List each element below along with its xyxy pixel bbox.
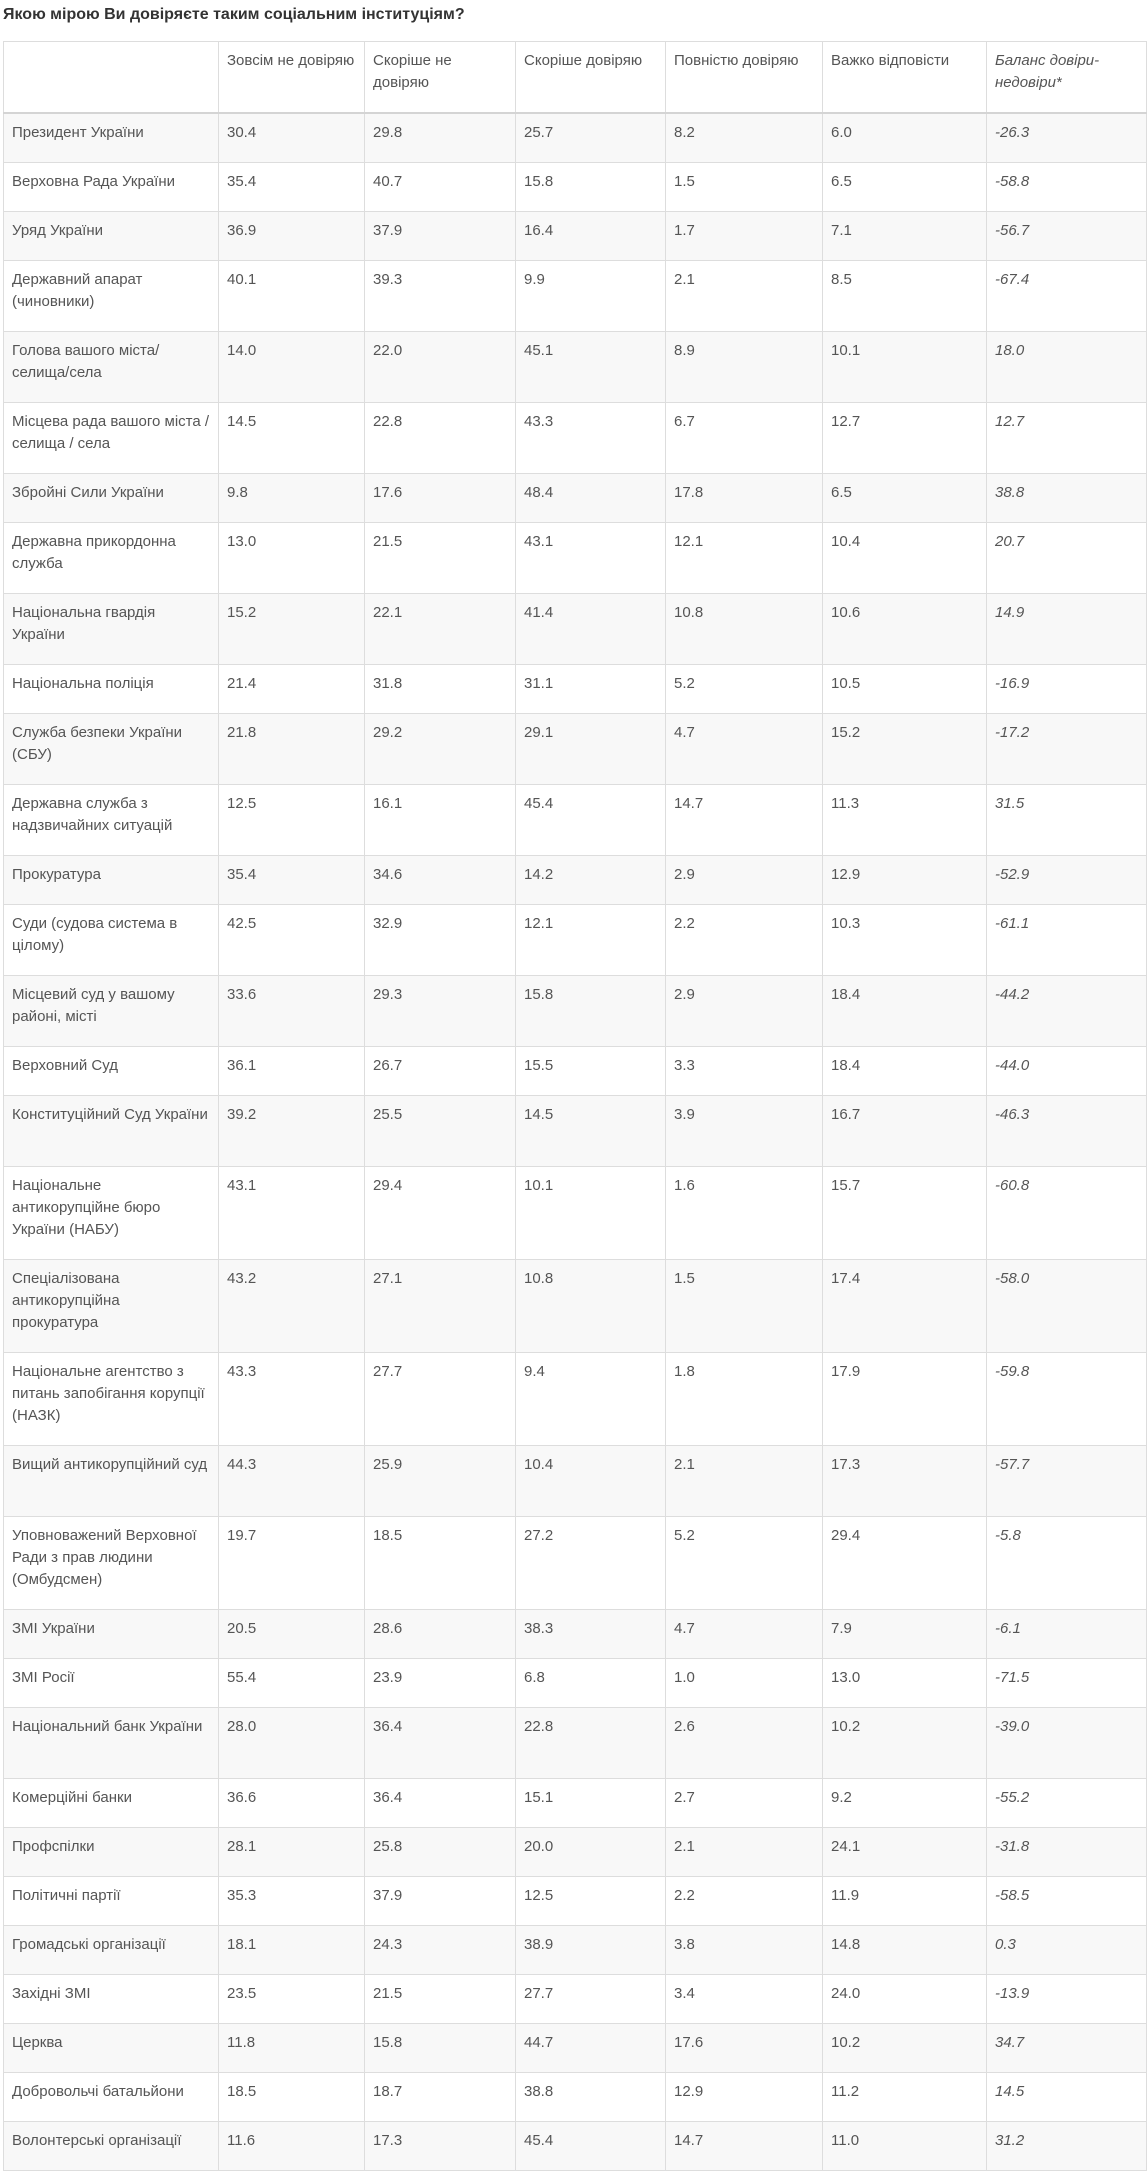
table-row (4, 2023, 1147, 2072)
table-row (4, 1778, 1147, 1827)
hard-to-say-cell: 6.5 (823, 473, 987, 522)
rather-not-trust-cell: 36.4 (365, 1778, 516, 1827)
not-trust-at-all-cell: 18.5 (219, 2072, 365, 2121)
rather-not-trust-cell: 29.8 (365, 113, 516, 162)
trust-balance-cell: -60.8 (987, 1166, 1147, 1259)
table-row (4, 1445, 1147, 1516)
rather-trust-cell: 10.1 (516, 1166, 666, 1259)
hard-to-say-cell: 17.9 (823, 1352, 987, 1445)
not-trust-at-all-cell: 20.5 (219, 1609, 365, 1658)
not-trust-at-all-cell: 55.4 (219, 1658, 365, 1707)
fully-trust-cell: 17.8 (666, 473, 823, 522)
table-row (4, 1609, 1147, 1658)
trust-balance-cell: -5.8 (987, 1516, 1147, 1609)
not-trust-at-all-cell: 18.1 (219, 1925, 365, 1974)
table-row (4, 664, 1147, 713)
hard-to-say-cell: 17.3 (823, 1445, 987, 1516)
table-row (4, 784, 1147, 855)
rather-not-trust-cell: 37.9 (365, 1876, 516, 1925)
rather-not-trust-cell: 21.5 (365, 1974, 516, 2023)
rather-trust-cell: 15.5 (516, 1046, 666, 1095)
trust-balance-cell: 18.0 (987, 331, 1147, 402)
hard-to-say-cell: 15.7 (823, 1166, 987, 1259)
rather-trust-cell: 31.1 (516, 664, 666, 713)
fully-trust-cell: 6.7 (666, 402, 823, 473)
fully-trust-cell: 1.5 (666, 162, 823, 211)
rather-not-trust-cell: 34.6 (365, 855, 516, 904)
rather-trust-cell: 15.8 (516, 975, 666, 1046)
hard-to-say-cell: 24.0 (823, 1974, 987, 2023)
rather-not-trust-cell: 18.7 (365, 2072, 516, 2121)
institution-cell: Верховна Рада України (4, 162, 219, 211)
rather-not-trust-cell: 25.8 (365, 1827, 516, 1876)
rather-trust-cell: 22.8 (516, 1707, 666, 1778)
trust-balance-cell: -26.3 (987, 113, 1147, 162)
hard-to-say-cell: 9.2 (823, 1778, 987, 1827)
table-row (4, 1876, 1147, 1925)
not-trust-at-all-cell: 42.5 (219, 904, 365, 975)
rather-not-trust-cell: 23.9 (365, 1658, 516, 1707)
trust-balance-cell: -57.7 (987, 1445, 1147, 1516)
fully-trust-cell: 12.9 (666, 2072, 823, 2121)
trust-balance-cell: 12.7 (987, 402, 1147, 473)
not-trust-at-all-cell: 15.2 (219, 593, 365, 664)
institution-cell: Церква (4, 2023, 219, 2072)
hard-to-say-cell: 12.7 (823, 402, 987, 473)
rather-not-trust-cell: 24.3 (365, 1925, 516, 1974)
not-trust-at-all-cell: 40.1 (219, 260, 365, 331)
table-row (4, 331, 1147, 402)
hard-to-say-cell: 14.8 (823, 1925, 987, 1974)
trust-balance-cell: -13.9 (987, 1974, 1147, 2023)
institution-cell: Місцева рада вашого міста / селища / села (4, 402, 219, 473)
not-trust-at-all-cell: 11.6 (219, 2121, 365, 2170)
fully-trust-cell: 4.7 (666, 1609, 823, 1658)
rather-not-trust-cell: 29.2 (365, 713, 516, 784)
institution-cell: Національне агентство з питань запобігання корупції (НАЗК) (4, 1352, 219, 1445)
institution-cell: Державна прикордонна служба (4, 522, 219, 593)
trust-balance-cell: 14.9 (987, 593, 1147, 664)
fully-trust-cell: 4.7 (666, 713, 823, 784)
institution-cell: Добровольчі батальйони (4, 2072, 219, 2121)
table-header (4, 42, 1147, 114)
institution-cell: Політичні партії (4, 1876, 219, 1925)
header-rather-not-trust: Скоріше не довіряю (365, 42, 516, 114)
table-row (4, 211, 1147, 260)
institution-cell: Служба безпеки України (СБУ) (4, 713, 219, 784)
institution-cell: Суди (судова система в цілому) (4, 904, 219, 975)
hard-to-say-cell: 13.0 (823, 1658, 987, 1707)
not-trust-at-all-cell: 30.4 (219, 113, 365, 162)
rather-trust-cell: 45.4 (516, 784, 666, 855)
rather-trust-cell: 12.1 (516, 904, 666, 975)
hard-to-say-cell: 11.0 (823, 2121, 987, 2170)
rather-trust-cell: 25.7 (516, 113, 666, 162)
rather-trust-cell: 14.2 (516, 855, 666, 904)
hard-to-say-cell: 10.2 (823, 2023, 987, 2072)
table-row (4, 1046, 1147, 1095)
not-trust-at-all-cell: 35.3 (219, 1876, 365, 1925)
institution-cell: Конституційний Суд України (4, 1095, 219, 1166)
table-row (4, 1827, 1147, 1876)
institution-cell: Спеціалізована антикорупційна прокуратура (4, 1259, 219, 1352)
hard-to-say-cell: 10.6 (823, 593, 987, 664)
rather-trust-cell: 27.2 (516, 1516, 666, 1609)
table-row (4, 1974, 1147, 2023)
fully-trust-cell: 2.9 (666, 855, 823, 904)
fully-trust-cell: 2.1 (666, 1827, 823, 1876)
not-trust-at-all-cell: 35.4 (219, 855, 365, 904)
rather-trust-cell: 20.0 (516, 1827, 666, 1876)
fully-trust-cell: 5.2 (666, 1516, 823, 1609)
fully-trust-cell: 3.9 (666, 1095, 823, 1166)
rather-not-trust-cell: 32.9 (365, 904, 516, 975)
table-row (4, 1095, 1147, 1166)
table-row (4, 1925, 1147, 1974)
not-trust-at-all-cell: 43.3 (219, 1352, 365, 1445)
table-row (4, 522, 1147, 593)
rather-trust-cell: 9.9 (516, 260, 666, 331)
rather-trust-cell: 38.8 (516, 2072, 666, 2121)
header-rather-trust: Скоріше довіряю (516, 42, 666, 114)
trust-balance-cell: -52.9 (987, 855, 1147, 904)
header-hard-to-say: Важко відповісти (823, 42, 987, 114)
rather-not-trust-cell: 21.5 (365, 522, 516, 593)
rather-trust-cell: 41.4 (516, 593, 666, 664)
rather-not-trust-cell: 18.5 (365, 1516, 516, 1609)
rather-trust-cell: 44.7 (516, 2023, 666, 2072)
trust-balance-cell: -58.5 (987, 1876, 1147, 1925)
hard-to-say-cell: 10.3 (823, 904, 987, 975)
not-trust-at-all-cell: 14.0 (219, 331, 365, 402)
hard-to-say-cell: 29.4 (823, 1516, 987, 1609)
institution-cell: Прокуратура (4, 855, 219, 904)
rather-trust-cell: 16.4 (516, 211, 666, 260)
hard-to-say-cell: 15.2 (823, 713, 987, 784)
not-trust-at-all-cell: 44.3 (219, 1445, 365, 1516)
trust-balance-cell: -46.3 (987, 1095, 1147, 1166)
hard-to-say-cell: 10.2 (823, 1707, 987, 1778)
rather-trust-cell: 38.9 (516, 1925, 666, 1974)
header-institution (4, 42, 219, 114)
trust-balance-cell: 20.7 (987, 522, 1147, 593)
not-trust-at-all-cell: 11.8 (219, 2023, 365, 2072)
not-trust-at-all-cell: 28.0 (219, 1707, 365, 1778)
trust-balance-cell: -17.2 (987, 713, 1147, 784)
institution-cell: Президент України (4, 113, 219, 162)
trust-balance-cell: -16.9 (987, 664, 1147, 713)
institution-cell: Уряд України (4, 211, 219, 260)
fully-trust-cell: 2.1 (666, 1445, 823, 1516)
not-trust-at-all-cell: 9.8 (219, 473, 365, 522)
institution-cell: Національний банк України (4, 1707, 219, 1778)
trust-balance-cell: -55.2 (987, 1778, 1147, 1827)
rather-not-trust-cell: 39.3 (365, 260, 516, 331)
rather-not-trust-cell: 36.4 (365, 1707, 516, 1778)
fully-trust-cell: 2.6 (666, 1707, 823, 1778)
not-trust-at-all-cell: 13.0 (219, 522, 365, 593)
rather-trust-cell: 12.5 (516, 1876, 666, 1925)
hard-to-say-cell: 11.3 (823, 784, 987, 855)
hard-to-say-cell: 10.5 (823, 664, 987, 713)
institution-cell: ЗМІ України (4, 1609, 219, 1658)
table-row (4, 1259, 1147, 1352)
rather-not-trust-cell: 17.3 (365, 2121, 516, 2170)
rather-not-trust-cell: 22.8 (365, 402, 516, 473)
fully-trust-cell: 8.2 (666, 113, 823, 162)
rather-not-trust-cell: 31.8 (365, 664, 516, 713)
rather-not-trust-cell: 29.4 (365, 1166, 516, 1259)
hard-to-say-cell: 6.5 (823, 162, 987, 211)
trust-balance-cell: -31.8 (987, 1827, 1147, 1876)
rather-trust-cell: 10.8 (516, 1259, 666, 1352)
trust-balance-cell: 31.2 (987, 2121, 1147, 2170)
table-row (4, 402, 1147, 473)
rather-not-trust-cell: 37.9 (365, 211, 516, 260)
trust-balance-cell: -59.8 (987, 1352, 1147, 1445)
not-trust-at-all-cell: 36.1 (219, 1046, 365, 1095)
rather-trust-cell: 29.1 (516, 713, 666, 784)
institution-cell: Голова вашого міста/селища/села (4, 331, 219, 402)
trust-balance-cell: -58.0 (987, 1259, 1147, 1352)
institution-cell: Громадські організації (4, 1925, 219, 1974)
institution-cell: Верховний Суд (4, 1046, 219, 1095)
rather-not-trust-cell: 25.5 (365, 1095, 516, 1166)
rather-not-trust-cell: 17.6 (365, 473, 516, 522)
table-body (4, 113, 1147, 2170)
hard-to-say-cell: 18.4 (823, 1046, 987, 1095)
rather-not-trust-cell: 27.7 (365, 1352, 516, 1445)
fully-trust-cell: 1.8 (666, 1352, 823, 1445)
institution-cell: Волонтерські організації (4, 2121, 219, 2170)
rather-not-trust-cell: 16.1 (365, 784, 516, 855)
rather-trust-cell: 27.7 (516, 1974, 666, 2023)
table-row (4, 162, 1147, 211)
fully-trust-cell: 1.7 (666, 211, 823, 260)
table-row (4, 1516, 1147, 1609)
not-trust-at-all-cell: 35.4 (219, 162, 365, 211)
hard-to-say-cell: 7.9 (823, 1609, 987, 1658)
not-trust-at-all-cell: 39.2 (219, 1095, 365, 1166)
fully-trust-cell: 14.7 (666, 784, 823, 855)
table-row (4, 260, 1147, 331)
institution-cell: Національна гвардія України (4, 593, 219, 664)
header-trust-balance: Баланс довіри-недовіри* (987, 42, 1147, 114)
trust-balance-cell: -39.0 (987, 1707, 1147, 1778)
fully-trust-cell: 10.8 (666, 593, 823, 664)
rather-not-trust-cell: 27.1 (365, 1259, 516, 1352)
hard-to-say-cell: 17.4 (823, 1259, 987, 1352)
not-trust-at-all-cell: 28.1 (219, 1827, 365, 1876)
hard-to-say-cell: 10.1 (823, 331, 987, 402)
table-row (4, 1352, 1147, 1445)
fully-trust-cell: 12.1 (666, 522, 823, 593)
rather-trust-cell: 6.8 (516, 1658, 666, 1707)
trust-balance-cell: 0.3 (987, 1925, 1147, 1974)
not-trust-at-all-cell: 21.8 (219, 713, 365, 784)
fully-trust-cell: 8.9 (666, 331, 823, 402)
table-row (4, 2072, 1147, 2121)
fully-trust-cell: 1.6 (666, 1166, 823, 1259)
not-trust-at-all-cell: 12.5 (219, 784, 365, 855)
rather-trust-cell: 45.4 (516, 2121, 666, 2170)
institution-cell: Місцевий суд у вашому районі, місті (4, 975, 219, 1046)
page-title: Якою мірою Ви довіряєте таким соціальним інституціям? (3, 6, 465, 23)
rather-not-trust-cell: 22.0 (365, 331, 516, 402)
not-trust-at-all-cell: 14.5 (219, 402, 365, 473)
rather-trust-cell: 14.5 (516, 1095, 666, 1166)
fully-trust-cell: 5.2 (666, 664, 823, 713)
table-row (4, 975, 1147, 1046)
fully-trust-cell: 3.4 (666, 1974, 823, 2023)
institution-cell: Комерційні банки (4, 1778, 219, 1827)
rather-trust-cell: 45.1 (516, 331, 666, 402)
fully-trust-cell: 2.9 (666, 975, 823, 1046)
fully-trust-cell: 2.2 (666, 1876, 823, 1925)
rather-trust-cell: 43.3 (516, 402, 666, 473)
header-fully-trust: Повністю довіряю (666, 42, 823, 114)
trust-balance-cell: -67.4 (987, 260, 1147, 331)
institution-cell: Вищий антикорупційний суд (4, 1445, 219, 1516)
not-trust-at-all-cell: 43.1 (219, 1166, 365, 1259)
trust-balance-cell: -44.0 (987, 1046, 1147, 1095)
trust-balance-cell: -61.1 (987, 904, 1147, 975)
rather-trust-cell: 15.1 (516, 1778, 666, 1827)
not-trust-at-all-cell: 23.5 (219, 1974, 365, 2023)
hard-to-say-cell: 12.9 (823, 855, 987, 904)
rather-not-trust-cell: 28.6 (365, 1609, 516, 1658)
rather-trust-cell: 48.4 (516, 473, 666, 522)
trust-balance-cell: 14.5 (987, 2072, 1147, 2121)
not-trust-at-all-cell: 36.6 (219, 1778, 365, 1827)
table-row (4, 1166, 1147, 1259)
table-row (4, 2121, 1147, 2170)
fully-trust-cell: 2.2 (666, 904, 823, 975)
hard-to-say-cell: 10.4 (823, 522, 987, 593)
trust-balance-cell: 38.8 (987, 473, 1147, 522)
table-row (4, 593, 1147, 664)
rather-not-trust-cell: 25.9 (365, 1445, 516, 1516)
rather-not-trust-cell: 26.7 (365, 1046, 516, 1095)
rather-not-trust-cell: 22.1 (365, 593, 516, 664)
trust-balance-cell: -6.1 (987, 1609, 1147, 1658)
table-row (4, 113, 1147, 162)
table-row (4, 855, 1147, 904)
table-row (4, 713, 1147, 784)
fully-trust-cell: 2.1 (666, 260, 823, 331)
institution-cell: Уповноважений Верховної Ради з прав людини (Омбудсмен) (4, 1516, 219, 1609)
rather-not-trust-cell: 15.8 (365, 2023, 516, 2072)
hard-to-say-cell: 6.0 (823, 113, 987, 162)
fully-trust-cell: 14.7 (666, 2121, 823, 2170)
institution-cell: ЗМІ Росії (4, 1658, 219, 1707)
rather-trust-cell: 38.3 (516, 1609, 666, 1658)
fully-trust-cell: 2.7 (666, 1778, 823, 1827)
hard-to-say-cell: 16.7 (823, 1095, 987, 1166)
hard-to-say-cell: 24.1 (823, 1827, 987, 1876)
not-trust-at-all-cell: 21.4 (219, 664, 365, 713)
table-row (4, 1658, 1147, 1707)
rather-trust-cell: 9.4 (516, 1352, 666, 1445)
trust-balance-cell: 31.5 (987, 784, 1147, 855)
header-not-trust-at-all: Зовсім не довіряю (219, 42, 365, 114)
not-trust-at-all-cell: 36.9 (219, 211, 365, 260)
header-row (4, 42, 1147, 114)
trust-balance-cell: 34.7 (987, 2023, 1147, 2072)
fully-trust-cell: 3.3 (666, 1046, 823, 1095)
not-trust-at-all-cell: 33.6 (219, 975, 365, 1046)
hard-to-say-cell: 18.4 (823, 975, 987, 1046)
fully-trust-cell: 1.5 (666, 1259, 823, 1352)
rather-not-trust-cell: 29.3 (365, 975, 516, 1046)
hard-to-say-cell: 11.2 (823, 2072, 987, 2121)
fully-trust-cell: 17.6 (666, 2023, 823, 2072)
not-trust-at-all-cell: 19.7 (219, 1516, 365, 1609)
institution-cell: Збройні Сили України (4, 473, 219, 522)
hard-to-say-cell: 8.5 (823, 260, 987, 331)
institution-cell: Профспілки (4, 1827, 219, 1876)
rather-not-trust-cell: 40.7 (365, 162, 516, 211)
institution-cell: Державний апарат (чиновники) (4, 260, 219, 331)
table-row (4, 904, 1147, 975)
institution-cell: Державна служба з надзвичайних ситуацій (4, 784, 219, 855)
institution-cell: Національне антикорупційне бюро України (НАБУ) (4, 1166, 219, 1259)
rather-trust-cell: 15.8 (516, 162, 666, 211)
trust-balance-cell: -56.7 (987, 211, 1147, 260)
rather-trust-cell: 10.4 (516, 1445, 666, 1516)
table-row (4, 1707, 1147, 1778)
trust-table (3, 41, 1147, 2171)
table-row (4, 473, 1147, 522)
hard-to-say-cell: 11.9 (823, 1876, 987, 1925)
trust-balance-cell: -58.8 (987, 162, 1147, 211)
not-trust-at-all-cell: 43.2 (219, 1259, 365, 1352)
hard-to-say-cell: 7.1 (823, 211, 987, 260)
trust-balance-cell: -44.2 (987, 975, 1147, 1046)
rather-trust-cell: 43.1 (516, 522, 666, 593)
trust-balance-cell: -71.5 (987, 1658, 1147, 1707)
institution-cell: Національна поліція (4, 664, 219, 713)
institution-cell: Західні ЗМІ (4, 1974, 219, 2023)
fully-trust-cell: 1.0 (666, 1658, 823, 1707)
fully-trust-cell: 3.8 (666, 1925, 823, 1974)
